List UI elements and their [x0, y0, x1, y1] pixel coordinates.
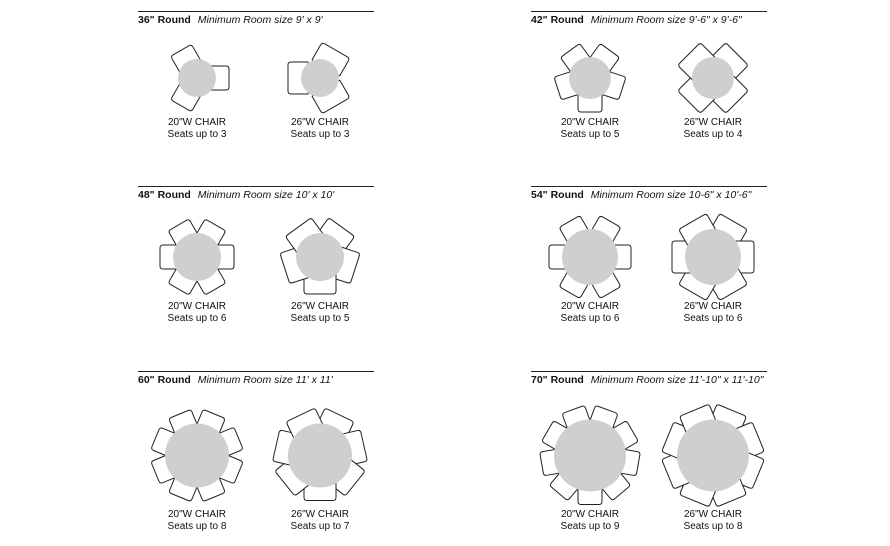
seating-plan-20w: [535, 213, 645, 325]
minimum-room-size: Minimum Room size 11' x 11': [197, 374, 333, 386]
seating-plan-20w: [142, 213, 252, 325]
round-table: [165, 424, 229, 488]
seating-diagram: [535, 39, 645, 117]
round-table: [562, 229, 618, 285]
round-table: [569, 57, 611, 99]
round-table: [288, 424, 352, 488]
section-heading: [138, 374, 333, 386]
minimum-room-size: Minimum Room size 9'-6" x 9'-6": [590, 14, 742, 26]
seat-count-label: Seats up to 5: [290, 313, 350, 324]
seating-plan-26w: [658, 39, 768, 141]
chair-width-label: 26"W CHAIR: [290, 301, 349, 312]
section-rule: [138, 371, 374, 372]
table-size: 42" Round: [531, 14, 584, 26]
seat-count-label: Seats up to 6: [683, 313, 743, 324]
chair-width-label: 20"W CHAIR: [167, 117, 226, 128]
minimum-room-size: Minimum Room size 10-6" x 10'-6": [590, 189, 752, 201]
section-42-round: [531, 11, 767, 181]
seating-diagram: [265, 402, 375, 509]
seating-plan-26w: [658, 402, 768, 533]
seat-count-label: Seats up to 8: [167, 521, 227, 532]
chair-width-label: 26"W CHAIR: [290, 509, 349, 520]
section-48-round: [138, 186, 374, 356]
section-60-round: [138, 371, 374, 541]
round-table: [554, 420, 626, 492]
seating-plan-26w: [265, 402, 375, 533]
seating-diagram: [658, 213, 768, 301]
seating-diagram: [142, 213, 252, 301]
seat-count-label: Seats up to 8: [683, 521, 743, 532]
section-heading: [531, 374, 763, 386]
seat-count-label: Seats up to 3: [290, 129, 350, 140]
round-table: [296, 233, 344, 281]
chair-width-label: 26"W CHAIR: [683, 117, 742, 128]
seating-plan-20w: [142, 39, 252, 141]
seating-diagram: [658, 39, 768, 117]
minimum-room-size: Minimum Room size 11'-10" x 11'-10": [590, 374, 764, 386]
section-rule: [531, 11, 767, 12]
seat-count-label: Seats up to 3: [167, 129, 227, 140]
round-table: [685, 229, 741, 285]
chair-width-label: 20"W CHAIR: [560, 301, 619, 312]
section-54-round: [531, 186, 767, 356]
section-rule: [138, 11, 374, 12]
minimum-room-size: Minimum Room size 9' x 9': [197, 14, 323, 26]
seating-diagram: [658, 402, 768, 509]
section-heading: [138, 189, 334, 201]
seat-count-label: Seats up to 6: [167, 313, 227, 324]
chair-width-label: 20"W CHAIR: [167, 301, 226, 312]
seat-count-label: Seats up to 7: [290, 521, 350, 532]
chair-width-label: 26"W CHAIR: [290, 117, 349, 128]
seat-count-label: Seats up to 9: [560, 521, 620, 532]
seating-diagram: [265, 39, 375, 117]
seating-plan-26w: [265, 39, 375, 141]
seating-plan-26w: [658, 213, 768, 325]
seating-plan-20w: [142, 402, 252, 533]
seating-diagram: [535, 402, 645, 509]
section-heading: [138, 14, 323, 26]
chair-width-label: 20"W CHAIR: [560, 117, 619, 128]
table-size: 60" Round: [138, 374, 191, 386]
section-rule: [138, 186, 374, 187]
seating-plan-26w: [265, 213, 375, 325]
minimum-room-size: Minimum Room size 10' x 10': [197, 189, 335, 201]
seat-count-label: Seats up to 6: [560, 313, 620, 324]
round-table: [677, 420, 749, 492]
section-rule: [531, 186, 767, 187]
table-size: 54" Round: [531, 189, 584, 201]
seat-count-label: Seats up to 4: [683, 129, 743, 140]
seating-plan-20w: [535, 39, 645, 141]
round-table: [301, 59, 339, 97]
seating-diagram: [535, 213, 645, 301]
seating-diagram: [265, 213, 375, 301]
section-rule: [531, 371, 767, 372]
table-size: 36" Round: [138, 14, 191, 26]
section-70-round: [531, 371, 767, 541]
round-table: [173, 233, 221, 281]
chair-width-label: 20"W CHAIR: [560, 509, 619, 520]
table-size: 48" Round: [138, 189, 191, 201]
round-table: [178, 59, 216, 97]
chair-width-label: 26"W CHAIR: [683, 509, 742, 520]
seating-diagram: [142, 402, 252, 509]
chair-width-label: 20"W CHAIR: [167, 509, 226, 520]
section-heading: [531, 14, 742, 26]
seating-diagram: [142, 39, 252, 117]
section-heading: [531, 189, 751, 201]
seating-plan-20w: [535, 402, 645, 533]
table-size: 70" Round: [531, 374, 584, 386]
section-36-round: [138, 11, 374, 181]
chair-width-label: 26"W CHAIR: [683, 301, 742, 312]
round-table: [692, 57, 734, 99]
seat-count-label: Seats up to 5: [560, 129, 620, 140]
